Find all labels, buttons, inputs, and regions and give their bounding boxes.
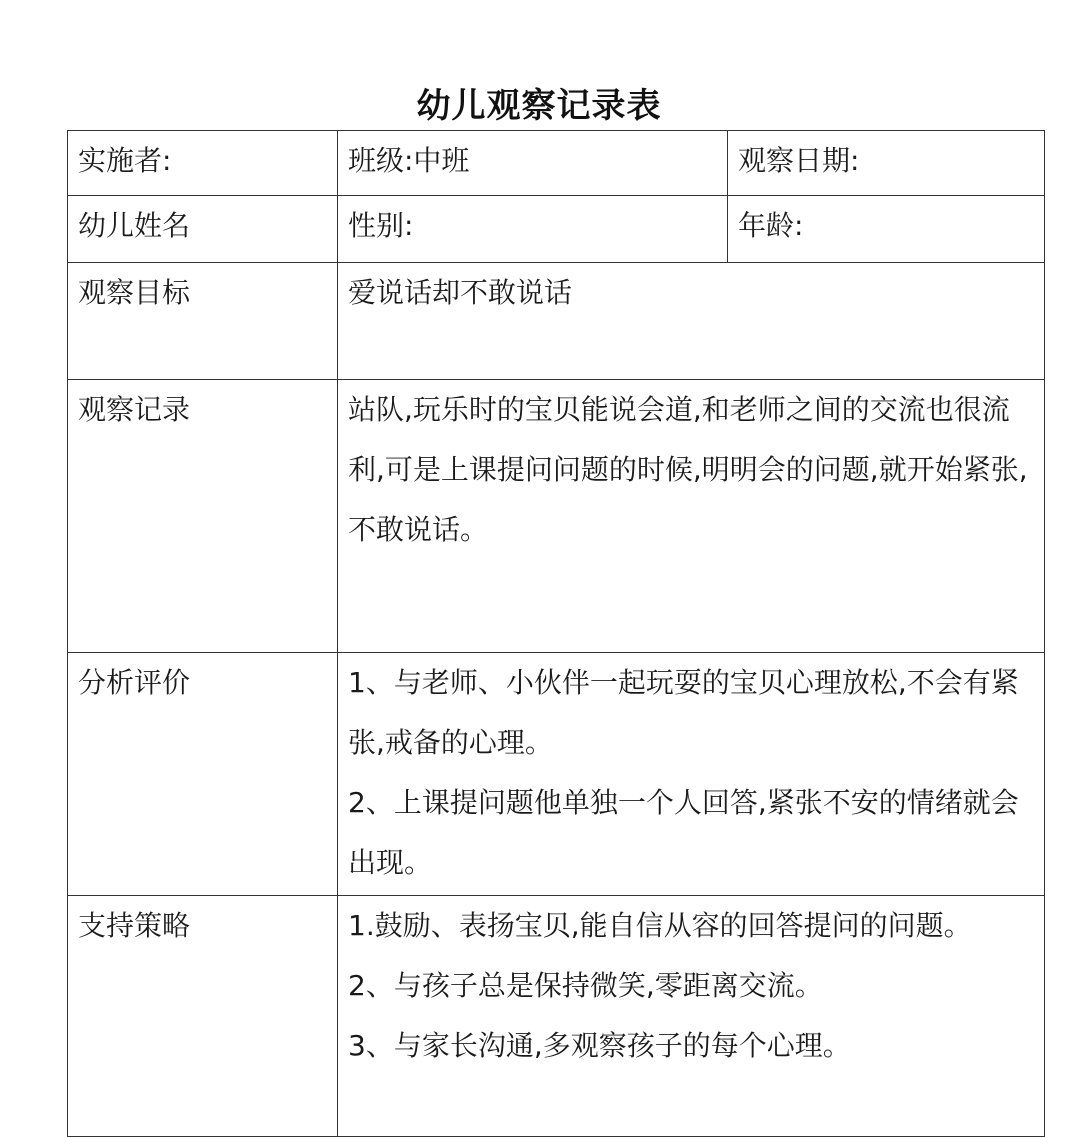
table-row	[68, 196, 1045, 263]
table-row	[68, 896, 1045, 1137]
table-row	[68, 263, 1045, 380]
support-item: 2、与孩子总是保持微笑,零距离交流。	[348, 969, 823, 1002]
child-name-cell: 幼儿姓名	[68, 196, 338, 263]
support-item: 1.鼓励、表扬宝贝,能自信从容的回答提问的问题。	[348, 909, 972, 942]
analysis-label: 分析评价	[68, 653, 338, 896]
age-cell: 年龄:	[728, 196, 1045, 263]
support-label: 支持策略	[68, 896, 338, 1137]
record-value: 站队,玩乐时的宝贝能说会道,和老师之间的交流也很流利,可是上课提问问题的时候,明明会的问题,就开始紧张,不敢说话。	[338, 380, 1045, 653]
gender-cell: 性别:	[338, 196, 728, 263]
observation-record-table	[67, 130, 1045, 1137]
goal-label: 观察目标	[68, 263, 338, 380]
record-label: 观察记录	[68, 380, 338, 653]
goal-value: 爱说话却不敢说话	[338, 263, 1045, 380]
implementer-cell: 实施者:	[68, 131, 338, 196]
table-row	[68, 653, 1045, 896]
analysis-item: 2、上课提问题他单独一个人回答,紧张不安的情绪就会出现。	[348, 786, 1019, 879]
table-row	[68, 131, 1045, 196]
analysis-value	[338, 653, 1045, 896]
observation-date-cell: 观察日期:	[728, 131, 1045, 196]
support-value	[338, 896, 1045, 1137]
table-row	[68, 380, 1045, 653]
page-title: 幼儿观察记录表	[416, 86, 662, 126]
analysis-item: 1、与老师、小伙伴一起玩耍的宝贝心理放松,不会有紧张,戒备的心理。	[348, 666, 1019, 759]
support-item: 3、与家长沟通,多观察孩子的每个心理。	[348, 1029, 851, 1062]
class-cell: 班级:中班	[338, 131, 728, 196]
